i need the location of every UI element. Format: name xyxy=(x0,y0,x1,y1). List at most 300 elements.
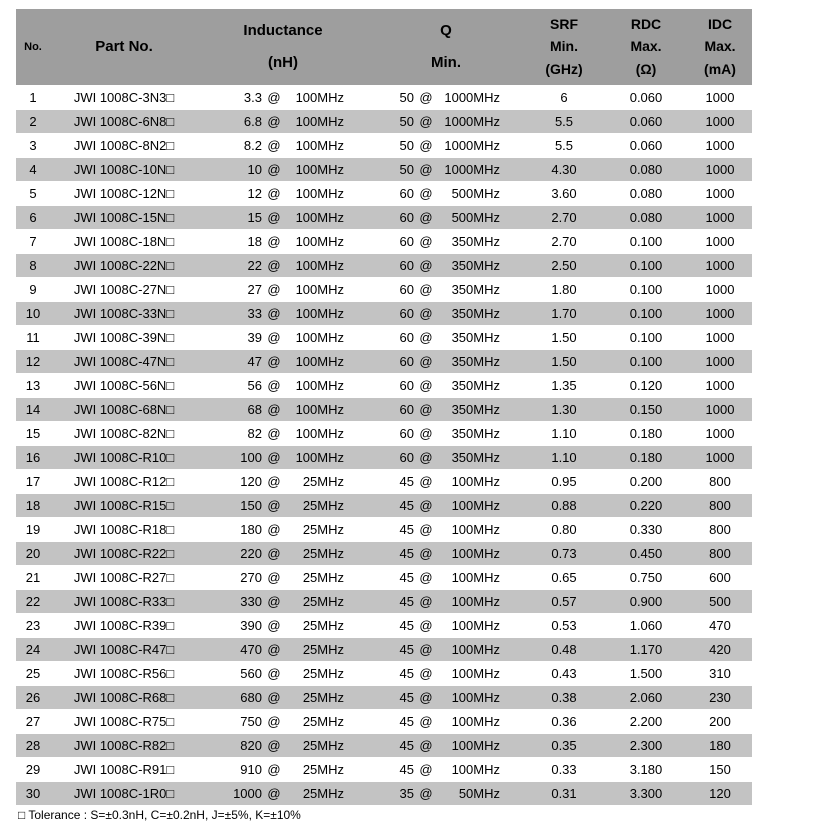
at-sign: @ xyxy=(419,354,433,369)
inductor-spec-table xyxy=(16,8,752,806)
idc-value: 310 xyxy=(709,666,731,681)
cell-inductance xyxy=(198,590,368,613)
table-row xyxy=(16,542,752,565)
srf-value: 5.5 xyxy=(554,114,574,129)
inductance-value: 910 @ 25MHz xyxy=(240,762,344,777)
cell-srf xyxy=(524,446,604,469)
cell-no xyxy=(16,374,50,397)
cell-no xyxy=(16,686,50,709)
rdc-value: 2.300 xyxy=(629,738,663,753)
cell-idc xyxy=(688,206,752,229)
table-header-row xyxy=(16,9,752,85)
part-number: JWI 1008C-R15□ xyxy=(73,498,175,513)
cell-no xyxy=(16,734,50,757)
q-value: 60 @ 350MHz xyxy=(399,426,500,441)
idc-value: 1000 xyxy=(705,378,735,393)
part-number: JWI 1008C-8N2□ xyxy=(73,138,175,153)
header-rdc xyxy=(604,9,688,85)
cell-part-no xyxy=(50,494,198,517)
cell-part-no xyxy=(50,638,198,661)
cell-inductance xyxy=(198,638,368,661)
at-sign: @ xyxy=(267,282,281,297)
rdc-value: 0.450 xyxy=(629,546,663,561)
cell-rdc xyxy=(604,686,688,709)
inductance-value: 27 @ 100MHz xyxy=(247,282,344,297)
q-value: 50 @ 1000MHz xyxy=(399,138,500,153)
row-number: 17 xyxy=(25,474,41,489)
row-number: 13 xyxy=(25,378,41,393)
header-q-line2: Min. xyxy=(431,54,461,71)
cell-idc xyxy=(688,782,752,805)
inductance-value: 180 @ 25MHz xyxy=(240,522,344,537)
rdc-value: 0.080 xyxy=(629,186,663,201)
cell-part-no xyxy=(50,782,198,805)
inductance-value: 8.2 @ 100MHz xyxy=(243,138,344,153)
idc-value: 1000 xyxy=(705,234,735,249)
cell-q xyxy=(368,350,524,373)
header-idc xyxy=(688,9,752,85)
part-number: JWI 1008C-R10□ xyxy=(73,450,175,465)
rdc-value: 0.060 xyxy=(629,114,663,129)
cell-q xyxy=(368,782,524,805)
part-number: JWI 1008C-56N□ xyxy=(73,378,175,393)
part-number: JWI 1008C-R91□ xyxy=(73,762,175,777)
inductance-value: 220 @ 25MHz xyxy=(240,546,344,561)
idc-value: 1000 xyxy=(705,138,735,153)
cell-part-no xyxy=(50,326,198,349)
idc-value: 420 xyxy=(709,642,731,657)
row-number: 15 xyxy=(25,426,41,441)
inductance-value: 39 @ 100MHz xyxy=(247,330,344,345)
cell-idc xyxy=(688,302,752,325)
cell-part-no xyxy=(50,422,198,445)
cell-srf xyxy=(524,350,604,373)
inductance-value: 15 @ 100MHz xyxy=(247,210,344,225)
q-value: 45 @ 100MHz xyxy=(399,474,500,489)
row-number: 8 xyxy=(29,258,37,273)
cell-q xyxy=(368,254,524,277)
cell-part-no xyxy=(50,254,198,277)
cell-q xyxy=(368,326,524,349)
srf-value: 1.70 xyxy=(551,306,577,321)
idc-value: 1000 xyxy=(705,210,735,225)
srf-value: 1.10 xyxy=(551,450,577,465)
cell-inductance xyxy=(198,326,368,349)
cell-q xyxy=(368,278,524,301)
cell-rdc xyxy=(604,398,688,421)
at-sign: @ xyxy=(267,690,281,705)
q-value: 45 @ 100MHz xyxy=(399,522,500,537)
at-sign: @ xyxy=(419,642,433,657)
cell-inductance xyxy=(198,782,368,805)
cell-q xyxy=(368,686,524,709)
part-number: JWI 1008C-1R0□ xyxy=(73,786,175,801)
inductance-value: 6.8 @ 100MHz xyxy=(243,114,344,129)
cell-no xyxy=(16,158,50,181)
cell-part-no xyxy=(50,110,198,133)
cell-no xyxy=(16,518,50,541)
footnote: □ Tolerance : S=±0.3nH, C=±0.2nH, J=±5%, K=±10% xyxy=(18,808,301,822)
at-sign: @ xyxy=(419,210,433,225)
cell-no xyxy=(16,134,50,157)
cell-srf xyxy=(524,182,604,205)
cell-no xyxy=(16,662,50,685)
cell-inductance xyxy=(198,662,368,685)
cell-srf xyxy=(524,782,604,805)
idc-value: 230 xyxy=(709,690,731,705)
cell-inductance xyxy=(198,686,368,709)
cell-srf xyxy=(524,710,604,733)
at-sign: @ xyxy=(419,570,433,585)
cell-idc xyxy=(688,398,752,421)
idc-value: 1000 xyxy=(705,330,735,345)
q-value: 60 @ 500MHz xyxy=(399,186,500,201)
srf-value: 4.30 xyxy=(551,162,577,177)
at-sign: @ xyxy=(419,114,433,129)
q-value: 60 @ 350MHz xyxy=(399,258,500,273)
at-sign: @ xyxy=(267,450,281,465)
at-sign: @ xyxy=(419,762,433,777)
header-inductance-line2: (nH) xyxy=(268,54,298,71)
at-sign: @ xyxy=(267,378,281,393)
inductance-value: 56 @ 100MHz xyxy=(247,378,344,393)
cell-rdc xyxy=(604,758,688,781)
at-sign: @ xyxy=(267,186,281,201)
cell-q xyxy=(368,422,524,445)
cell-srf xyxy=(524,542,604,565)
srf-value: 0.43 xyxy=(551,666,577,681)
cell-inductance xyxy=(198,134,368,157)
header-srf-line1: SRF xyxy=(550,15,578,32)
cell-part-no xyxy=(50,446,198,469)
cell-inductance xyxy=(198,734,368,757)
cell-inductance xyxy=(198,446,368,469)
table-row xyxy=(16,710,752,733)
cell-rdc xyxy=(604,158,688,181)
cell-inductance xyxy=(198,206,368,229)
cell-idc xyxy=(688,662,752,685)
at-sign: @ xyxy=(267,426,281,441)
inductance-value: 3.3 @ 100MHz xyxy=(243,90,344,105)
inductance-value: 47 @ 100MHz xyxy=(247,354,344,369)
row-number: 27 xyxy=(25,714,41,729)
part-number: JWI 1008C-15N□ xyxy=(73,210,175,225)
q-value: 60 @ 350MHz xyxy=(399,378,500,393)
cell-srf xyxy=(524,398,604,421)
cell-part-no xyxy=(50,470,198,493)
idc-value: 1000 xyxy=(705,162,735,177)
inductance-value: 150 @ 25MHz xyxy=(240,498,344,513)
row-number: 29 xyxy=(25,762,41,777)
at-sign: @ xyxy=(419,378,433,393)
q-value: 45 @ 100MHz xyxy=(399,570,500,585)
table-row xyxy=(16,398,752,421)
idc-value: 1000 xyxy=(705,426,735,441)
srf-value: 0.53 xyxy=(551,618,577,633)
inductance-value: 470 @ 25MHz xyxy=(240,642,344,657)
at-sign: @ xyxy=(267,666,281,681)
at-sign: @ xyxy=(419,450,433,465)
cell-rdc xyxy=(604,254,688,277)
rdc-value: 0.060 xyxy=(629,138,663,153)
cell-q xyxy=(368,206,524,229)
q-value: 60 @ 350MHz xyxy=(399,450,500,465)
inductance-value: 100 @ 100MHz xyxy=(240,450,344,465)
at-sign: @ xyxy=(419,738,433,753)
idc-value: 1000 xyxy=(705,306,735,321)
at-sign: @ xyxy=(419,546,433,561)
cell-q xyxy=(368,662,524,685)
row-number: 22 xyxy=(25,594,41,609)
cell-no xyxy=(16,542,50,565)
part-number: JWI 1008C-18N□ xyxy=(73,234,175,249)
header-idc-line3: (mA) xyxy=(704,60,736,77)
q-value: 45 @ 100MHz xyxy=(399,762,500,777)
part-number: JWI 1008C-3N3□ xyxy=(73,90,175,105)
part-number: JWI 1008C-12N□ xyxy=(73,186,175,201)
cell-rdc xyxy=(604,110,688,133)
table-row xyxy=(16,182,752,205)
srf-value: 0.38 xyxy=(551,690,577,705)
cell-q xyxy=(368,110,524,133)
at-sign: @ xyxy=(267,114,281,129)
rdc-value: 2.060 xyxy=(629,690,663,705)
header-rdc-line1: RDC xyxy=(630,15,662,32)
cell-srf xyxy=(524,686,604,709)
part-number: JWI 1008C-R22□ xyxy=(73,546,175,561)
cell-srf xyxy=(524,518,604,541)
cell-srf xyxy=(524,158,604,181)
idc-value: 150 xyxy=(709,762,731,777)
q-value: 60 @ 350MHz xyxy=(399,234,500,249)
at-sign: @ xyxy=(419,690,433,705)
rdc-value: 0.220 xyxy=(629,498,663,513)
header-srf-line2: Min. xyxy=(550,38,578,55)
row-number: 23 xyxy=(25,618,41,633)
idc-value: 800 xyxy=(709,522,731,537)
inductance-value: 120 @ 25MHz xyxy=(240,474,344,489)
row-number: 7 xyxy=(29,234,37,249)
srf-value: 0.65 xyxy=(551,570,577,585)
cell-part-no xyxy=(50,590,198,613)
cell-idc xyxy=(688,254,752,277)
header-rdc-line2: Max. xyxy=(630,38,662,55)
at-sign: @ xyxy=(267,642,281,657)
row-number: 4 xyxy=(29,162,37,177)
at-sign: @ xyxy=(419,234,433,249)
at-sign: @ xyxy=(419,426,433,441)
row-number: 11 xyxy=(26,330,40,345)
row-number: 30 xyxy=(25,786,41,801)
cell-idc xyxy=(688,182,752,205)
q-value: 50 @ 1000MHz xyxy=(399,90,500,105)
q-value: 60 @ 350MHz xyxy=(399,306,500,321)
table-body xyxy=(16,86,752,805)
row-number: 20 xyxy=(25,546,41,561)
cell-inductance xyxy=(198,710,368,733)
cell-no xyxy=(16,590,50,613)
cell-srf xyxy=(524,326,604,349)
part-number: JWI 1008C-R12□ xyxy=(73,474,175,489)
cell-q xyxy=(368,542,524,565)
cell-srf xyxy=(524,134,604,157)
cell-no xyxy=(16,326,50,349)
idc-value: 1000 xyxy=(705,402,735,417)
q-value: 60 @ 350MHz xyxy=(399,402,500,417)
table-row xyxy=(16,446,752,469)
cell-inductance xyxy=(198,398,368,421)
cell-srf xyxy=(524,638,604,661)
cell-inductance xyxy=(198,302,368,325)
cell-rdc xyxy=(604,230,688,253)
row-number: 6 xyxy=(29,210,37,225)
q-value: 60 @ 350MHz xyxy=(399,354,500,369)
cell-idc xyxy=(688,494,752,517)
cell-part-no xyxy=(50,158,198,181)
row-number: 25 xyxy=(25,666,41,681)
table-row xyxy=(16,638,752,661)
cell-inductance xyxy=(198,758,368,781)
rdc-value: 0.150 xyxy=(629,402,663,417)
cell-rdc xyxy=(604,710,688,733)
cell-inductance xyxy=(198,374,368,397)
table-row xyxy=(16,278,752,301)
at-sign: @ xyxy=(267,354,281,369)
cell-inductance xyxy=(198,158,368,181)
cell-part-no xyxy=(50,182,198,205)
table-row xyxy=(16,494,752,517)
at-sign: @ xyxy=(419,594,433,609)
cell-inductance xyxy=(198,542,368,565)
cell-idc xyxy=(688,110,752,133)
at-sign: @ xyxy=(267,618,281,633)
at-sign: @ xyxy=(419,258,433,273)
cell-part-no xyxy=(50,134,198,157)
cell-rdc xyxy=(604,86,688,109)
part-number: JWI 1008C-33N□ xyxy=(73,306,175,321)
rdc-value: 0.100 xyxy=(629,258,663,273)
rdc-value: 0.100 xyxy=(629,354,663,369)
inductance-value: 22 @ 100MHz xyxy=(247,258,344,273)
table-row xyxy=(16,782,752,805)
part-number: JWI 1008C-27N□ xyxy=(73,282,175,297)
at-sign: @ xyxy=(419,474,433,489)
cell-q xyxy=(368,374,524,397)
cell-part-no xyxy=(50,86,198,109)
srf-value: 0.80 xyxy=(551,522,577,537)
srf-value: 0.35 xyxy=(551,738,577,753)
cell-idc xyxy=(688,590,752,613)
cell-no xyxy=(16,350,50,373)
cell-inductance xyxy=(198,518,368,541)
inductance-value: 33 @ 100MHz xyxy=(247,306,344,321)
inductance-value: 10 @ 100MHz xyxy=(247,162,344,177)
part-number: JWI 1008C-R39□ xyxy=(73,618,175,633)
header-no-label: No. xyxy=(24,40,42,53)
cell-inductance xyxy=(198,566,368,589)
cell-inductance xyxy=(198,86,368,109)
rdc-value: 2.200 xyxy=(629,714,663,729)
idc-value: 600 xyxy=(709,570,731,585)
at-sign: @ xyxy=(267,738,281,753)
cell-no xyxy=(16,110,50,133)
header-inductance-line1: Inductance xyxy=(243,21,323,39)
q-value: 45 @ 100MHz xyxy=(399,594,500,609)
header-idc-line2: Max. xyxy=(704,38,736,55)
idc-value: 1000 xyxy=(705,450,735,465)
at-sign: @ xyxy=(267,234,281,249)
srf-value: 1.50 xyxy=(551,354,577,369)
rdc-value: 0.100 xyxy=(629,330,663,345)
cell-no xyxy=(16,782,50,805)
row-number: 12 xyxy=(25,354,41,369)
cell-part-no xyxy=(50,614,198,637)
cell-part-no xyxy=(50,662,198,685)
cell-rdc xyxy=(604,350,688,373)
srf-value: 1.30 xyxy=(551,402,577,417)
idc-value: 800 xyxy=(709,474,731,489)
cell-inductance xyxy=(198,110,368,133)
cell-idc xyxy=(688,86,752,109)
srf-value: 1.10 xyxy=(551,426,577,441)
cell-rdc xyxy=(604,590,688,613)
cell-srf xyxy=(524,254,604,277)
cell-part-no xyxy=(50,758,198,781)
cell-rdc xyxy=(604,302,688,325)
row-number: 14 xyxy=(25,402,41,417)
rdc-value: 0.060 xyxy=(629,90,663,105)
cell-idc xyxy=(688,614,752,637)
at-sign: @ xyxy=(267,714,281,729)
cell-idc xyxy=(688,758,752,781)
header-rdc-line3: (Ω) xyxy=(635,60,657,77)
cell-rdc xyxy=(604,566,688,589)
cell-srf xyxy=(524,302,604,325)
q-value: 45 @ 100MHz xyxy=(399,690,500,705)
row-number: 18 xyxy=(25,498,41,513)
srf-value: 2.50 xyxy=(551,258,577,273)
at-sign: @ xyxy=(419,498,433,513)
cell-rdc xyxy=(604,638,688,661)
cell-idc xyxy=(688,710,752,733)
inductance-value: 68 @ 100MHz xyxy=(247,402,344,417)
inductance-value: 1000 @ 25MHz xyxy=(233,786,344,801)
cell-idc xyxy=(688,686,752,709)
cell-q xyxy=(368,494,524,517)
inductance-value: 820 @ 25MHz xyxy=(240,738,344,753)
at-sign: @ xyxy=(419,162,433,177)
idc-value: 470 xyxy=(709,618,731,633)
cell-srf xyxy=(524,86,604,109)
rdc-value: 0.200 xyxy=(629,474,663,489)
row-number: 2 xyxy=(29,114,37,129)
cell-idc xyxy=(688,446,752,469)
cell-q xyxy=(368,566,524,589)
row-number: 21 xyxy=(25,570,41,585)
at-sign: @ xyxy=(419,714,433,729)
cell-part-no xyxy=(50,518,198,541)
header-part-no xyxy=(50,9,198,85)
srf-value: 0.31 xyxy=(551,786,577,801)
rdc-value: 0.330 xyxy=(629,522,663,537)
table-row xyxy=(16,686,752,709)
idc-value: 500 xyxy=(709,594,731,609)
rdc-value: 3.300 xyxy=(629,786,663,801)
rdc-value: 0.750 xyxy=(629,570,663,585)
srf-value: 2.70 xyxy=(551,234,577,249)
table-row xyxy=(16,566,752,589)
idc-value: 800 xyxy=(709,546,731,561)
